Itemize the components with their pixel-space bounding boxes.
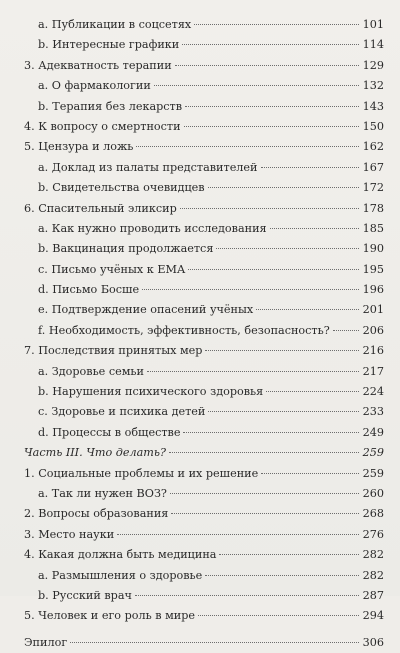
toc-entry-title: Часть III. Что делать? xyxy=(24,446,166,460)
dot-leader xyxy=(205,349,359,351)
toc-page-number: 282 xyxy=(362,548,384,562)
toc-entry xyxy=(24,464,384,484)
dot-leader xyxy=(136,145,359,147)
dot-leader xyxy=(154,84,359,86)
dot-leader xyxy=(170,492,359,494)
toc-page-number: 217 xyxy=(362,364,384,378)
toc-entry-title: Эпилог xyxy=(24,635,68,649)
toc-subentry xyxy=(24,586,384,606)
toc-entry xyxy=(24,545,384,565)
toc-entry-title: 7. Последствия принятых мер xyxy=(24,344,203,358)
toc-page-number: 224 xyxy=(362,385,384,399)
toc-page-number: 143 xyxy=(362,99,384,113)
toc-entry-title: 6. Спасительный эликсир xyxy=(24,201,177,215)
toc-page-number: 282 xyxy=(362,568,384,582)
toc-page-number: 294 xyxy=(362,609,384,623)
table-of-contents xyxy=(24,15,384,653)
dot-leader xyxy=(175,64,359,66)
dot-leader xyxy=(256,308,359,310)
toc-entry-title: a. Доклад из палаты представителей xyxy=(38,160,258,174)
toc-entry-title: a. Публикации в соцсетях xyxy=(38,18,192,31)
toc-page-number: 259 xyxy=(362,446,384,460)
toc-subentry xyxy=(24,321,384,341)
toc-subentry xyxy=(24,35,384,55)
dot-leader xyxy=(183,431,359,433)
toc-page-number: 216 xyxy=(362,344,384,358)
dot-leader xyxy=(205,574,359,576)
dot-leader xyxy=(188,268,359,270)
toc-page-number: 101 xyxy=(362,18,384,31)
toc-page-number: 206 xyxy=(362,323,384,337)
dot-leader xyxy=(194,23,359,25)
toc-entry-title: 4. К вопросу о смертности xyxy=(24,119,181,133)
toc-entry-title: a. Так ли нужен ВОЗ? xyxy=(38,486,167,500)
toc-entry-title: a. Здоровье семьи xyxy=(38,364,144,378)
toc-page-number: 259 xyxy=(362,466,384,480)
toc-subentry xyxy=(24,484,384,504)
toc-page-number: 162 xyxy=(362,140,384,154)
toc-entry-title: d. Процессы в обществе xyxy=(38,425,181,439)
toc-page-number: 132 xyxy=(362,79,384,93)
dot-leader xyxy=(333,329,359,331)
toc-entry-title: 3. Место науки xyxy=(24,527,115,541)
toc-page-number: 201 xyxy=(362,303,384,317)
toc-subentry xyxy=(24,15,384,35)
dot-leader xyxy=(171,512,359,514)
dot-leader xyxy=(117,533,359,535)
toc-subentry xyxy=(24,219,384,239)
toc-page-number: 150 xyxy=(362,119,384,133)
toc-subentry xyxy=(24,76,384,96)
toc-subentry xyxy=(24,260,384,280)
toc-entry-title: f. Необходимость, эффективность, безопасность? xyxy=(38,323,330,337)
toc-subentry xyxy=(24,566,384,586)
toc-subentry xyxy=(24,362,384,382)
dot-leader xyxy=(208,186,359,188)
toc-page-number: 185 xyxy=(362,221,384,235)
toc-subentry xyxy=(24,423,384,443)
toc-page-number: 178 xyxy=(362,201,384,215)
toc-page-number: 114 xyxy=(362,38,384,52)
toc-entry-title: c. Письмо учёных к ЕМА xyxy=(38,262,186,276)
toc-entry xyxy=(24,525,384,545)
toc-entry xyxy=(24,117,384,137)
toc-entry-title: b. Терапия без лекарств xyxy=(38,99,183,113)
dot-leader xyxy=(180,207,359,209)
toc-page-number: 167 xyxy=(362,160,384,174)
toc-subentry xyxy=(24,97,384,117)
toc-page-number: 172 xyxy=(362,181,384,195)
toc-entry-title: b. Вакцинация продолжается xyxy=(38,242,214,256)
dot-leader xyxy=(219,553,359,555)
toc-page-number: 233 xyxy=(362,405,384,419)
toc-entry-title: b. Русский врач xyxy=(38,588,132,602)
toc-entry-title: a. Размышления о здоровье xyxy=(38,568,203,582)
toc-page-number: 249 xyxy=(362,425,384,439)
toc-page-number: 196 xyxy=(362,283,384,297)
toc-entry-title: b. Свидетельства очевидцев xyxy=(38,181,205,195)
toc-subentry xyxy=(24,300,384,320)
toc-entry-title: e. Подтверждение опасений учёных xyxy=(38,303,254,317)
toc-page-number: 190 xyxy=(362,242,384,256)
dot-leader xyxy=(70,641,359,643)
dot-leader xyxy=(147,370,359,372)
dot-leader xyxy=(198,614,359,616)
toc-entry-title: 5. Цензура и ложь xyxy=(24,140,134,154)
toc-subentry xyxy=(24,402,384,422)
dot-leader xyxy=(169,451,359,453)
dot-leader xyxy=(185,105,359,107)
toc-entry-title: 5. Человек и его роль в мире xyxy=(24,609,196,623)
dot-leader xyxy=(208,410,359,412)
dot-leader xyxy=(270,227,359,229)
toc-entry-title: b. Нарушения психического здоровья xyxy=(38,385,264,399)
toc-page-number: 129 xyxy=(362,58,384,72)
toc-page-number: 287 xyxy=(362,588,384,602)
toc-page-number: 195 xyxy=(362,262,384,276)
toc-entry-title: a. Как нужно проводить исследования xyxy=(38,221,267,235)
toc-entry-title: 4. Какая должна быть медицина xyxy=(24,548,217,562)
toc-entry-title: c. Здоровье и психика детей xyxy=(38,405,206,419)
toc-subentry xyxy=(24,239,384,259)
dot-leader xyxy=(216,247,359,249)
toc-entry xyxy=(24,633,384,653)
toc-entry xyxy=(24,56,384,76)
toc-subentry xyxy=(24,280,384,300)
toc-entry-title: 3. Адекватность терапии xyxy=(24,58,172,72)
dot-leader xyxy=(266,390,359,392)
toc-page-number: 306 xyxy=(362,635,384,649)
toc-entry-title: d. Письмо Босше xyxy=(38,283,140,297)
toc-entry-title: 2. Вопросы образования xyxy=(24,507,169,521)
toc-page-number: 260 xyxy=(362,486,384,500)
toc-entry xyxy=(24,606,384,626)
toc-entry xyxy=(24,199,384,219)
toc-entry-title: a. О фармакологии xyxy=(38,79,151,93)
toc-page-number: 268 xyxy=(362,507,384,521)
toc-entry xyxy=(24,137,384,157)
toc-subentry xyxy=(24,158,384,178)
dot-leader xyxy=(261,166,360,168)
dot-leader xyxy=(182,43,359,45)
toc-subentry xyxy=(24,178,384,198)
toc-entry-title: 1. Социальные проблемы и их решение xyxy=(24,466,259,480)
toc-page-number: 276 xyxy=(362,527,384,541)
dot-leader xyxy=(184,125,359,127)
dot-leader xyxy=(261,472,359,474)
toc-entry xyxy=(24,443,384,463)
toc-entry xyxy=(24,504,384,524)
toc-entry-title: b. Интересные графики xyxy=(38,38,180,52)
dot-leader xyxy=(142,288,359,290)
toc-entry xyxy=(24,341,384,361)
toc-subentry xyxy=(24,382,384,402)
